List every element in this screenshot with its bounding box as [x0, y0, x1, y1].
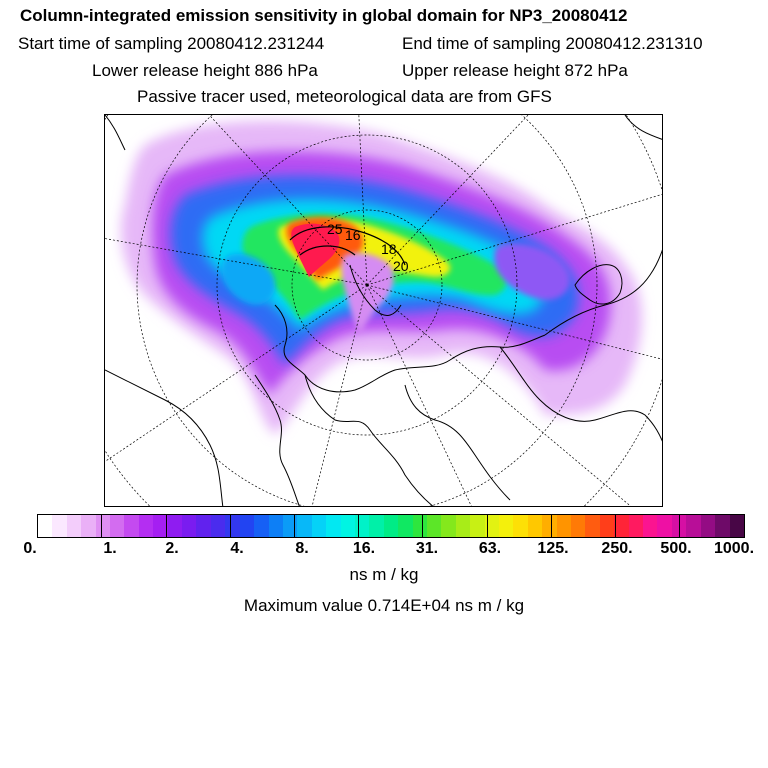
colorbar-swatch	[557, 515, 571, 537]
colorbar-swatch	[730, 515, 744, 537]
colorbar-swatch	[614, 515, 628, 537]
contour-label-25: 25	[327, 221, 343, 237]
sensitivity-field	[121, 121, 642, 435]
colorbar-divider	[615, 514, 616, 538]
colorbar-swatch	[398, 515, 412, 537]
colorbar-swatch	[528, 515, 542, 537]
colorbar-divider	[294, 514, 295, 538]
maximum-value: Maximum value 0.714E+04 ns m / kg	[243, 596, 525, 615]
colorbar-swatch	[81, 515, 95, 537]
colorbar-swatch	[456, 515, 470, 537]
colorbar-tick: 0.	[23, 540, 37, 557]
contour-label-16: 16	[345, 227, 361, 243]
colorbar-swatch	[715, 515, 729, 537]
colorbar-swatch	[470, 515, 484, 537]
colorbar-swatch	[413, 515, 427, 537]
colorbar-divider	[166, 514, 167, 538]
colorbar-tick: 4.	[230, 540, 244, 557]
figure-title: Column-integrated emission sensitivity in global domain for NP3_20080412	[20, 6, 628, 25]
colorbar-swatch	[629, 515, 643, 537]
colorbar-swatch	[427, 515, 441, 537]
colorbar-swatch	[600, 515, 614, 537]
colorbar-tick: 1000.	[713, 540, 755, 557]
colorbar-swatch	[499, 515, 513, 537]
colorbar-swatch	[369, 515, 383, 537]
colorbar-swatch	[657, 515, 671, 537]
colorbar-swatch	[182, 515, 196, 537]
colorbar-swatch	[283, 515, 297, 537]
colorbar-swatch	[225, 515, 239, 537]
tracer-note: Passive tracer used, meteorological data are from GFS	[137, 87, 552, 106]
colorbar-units: ns m / kg	[349, 565, 419, 584]
end-time-label: End time of sampling 20080412.231310	[402, 34, 703, 53]
colorbar-tick: 125.	[537, 540, 569, 557]
colorbar-swatch	[139, 515, 153, 537]
colorbar-tick: 250.	[601, 540, 633, 557]
colorbar-tick: 8.	[295, 540, 309, 557]
colorbar-swatch	[312, 515, 326, 537]
colorbar-swatch	[211, 515, 225, 537]
colorbar-divider	[551, 514, 552, 538]
colorbar-tick: 500.	[660, 540, 692, 557]
colorbar-swatch	[110, 515, 124, 537]
colorbar-swatch	[67, 515, 81, 537]
colorbar-swatch	[196, 515, 210, 537]
colorbar-swatch	[542, 515, 556, 537]
colorbar-swatch	[326, 515, 340, 537]
colorbar-divider	[487, 514, 488, 538]
colorbar-tick: 63.	[478, 540, 502, 557]
colorbar-swatch	[52, 515, 66, 537]
colorbar-swatch	[297, 515, 311, 537]
colorbar-divider	[230, 514, 231, 538]
colorbar-swatch	[96, 515, 110, 537]
colorbar-divider	[358, 514, 359, 538]
colorbar-swatch	[38, 515, 52, 537]
colorbar	[37, 514, 745, 538]
colorbar-swatch	[643, 515, 657, 537]
colorbar-tick: 1.	[103, 540, 117, 557]
colorbar-tick: 16.	[352, 540, 376, 557]
map-graphic	[105, 115, 663, 507]
colorbar-tick: 2.	[165, 540, 179, 557]
colorbar-swatch	[686, 515, 700, 537]
colorbar-swatch	[571, 515, 585, 537]
contour-label-18: 18	[381, 241, 397, 257]
colorbar-swatch	[254, 515, 268, 537]
lower-height-label: Lower release height 886 hPa	[92, 61, 318, 80]
colorbar-divider	[422, 514, 423, 538]
colorbar-divider	[101, 514, 102, 538]
start-time-label: Start time of sampling 20080412.231244	[18, 34, 325, 53]
colorbar-swatch	[585, 515, 599, 537]
colorbar-tick: 31.	[415, 540, 439, 557]
colorbar-swatch	[240, 515, 254, 537]
colorbar-swatch	[513, 515, 527, 537]
colorbar-swatch	[701, 515, 715, 537]
colorbar-swatch	[269, 515, 283, 537]
colorbar-swatch	[441, 515, 455, 537]
colorbar-swatch	[168, 515, 182, 537]
upper-height-label: Upper release height 872 hPa	[402, 61, 628, 80]
colorbar-swatch	[384, 515, 398, 537]
colorbar-swatch	[341, 515, 355, 537]
sensitivity-map	[104, 114, 663, 507]
colorbar-swatch	[124, 515, 138, 537]
colorbar-divider	[679, 514, 680, 538]
contour-label-20: 20	[393, 258, 409, 274]
